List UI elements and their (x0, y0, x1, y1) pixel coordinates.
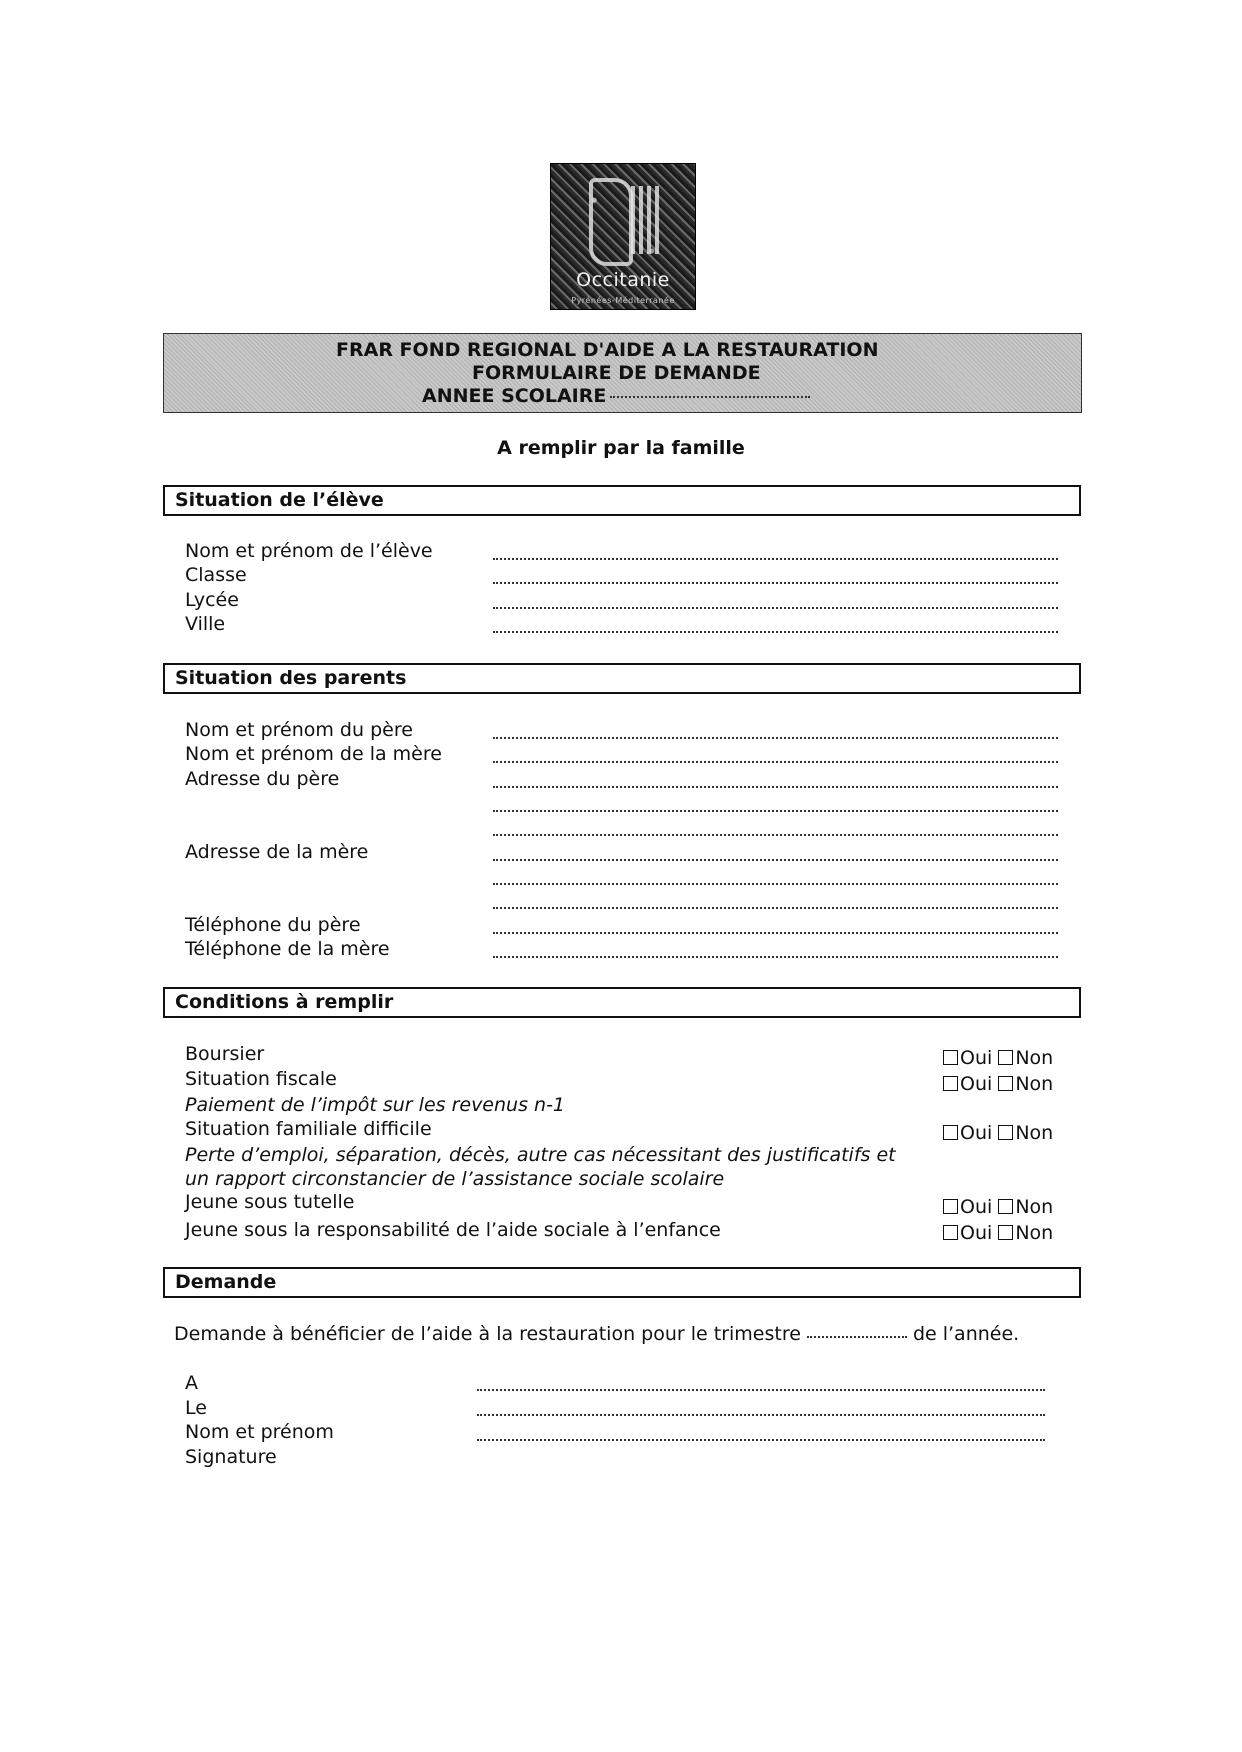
section-header-demande: Demande (163, 1267, 1081, 1298)
mother-address-field-1[interactable] (493, 857, 1058, 861)
non-label: Non (1015, 1122, 1054, 1144)
checkbox-oui[interactable] (943, 1076, 958, 1091)
occitan-cross-icon (589, 178, 633, 266)
condition-label: Jeune sous la responsabilité de l’aide sociale à l’enfance (185, 1219, 721, 1241)
condition-note: un rapport circonstancier de l’assistance sociale scolaire (185, 1168, 725, 1190)
page-subtitle: A remplir par la famille (497, 437, 745, 459)
occitanie-logo (550, 163, 696, 310)
father-name-field[interactable] (493, 735, 1058, 739)
oui-label: Oui (960, 1047, 993, 1069)
form-title-banner (163, 333, 1082, 413)
request-sentence-start: Demande à bénéficier de l’aide à la restauration pour le trimestre (174, 1323, 801, 1345)
father-address-field-2[interactable] (493, 808, 1058, 812)
checkbox-non[interactable] (998, 1076, 1013, 1091)
oui-non-choice (943, 1195, 1053, 1219)
section-header-parents: Situation des parents (163, 663, 1081, 694)
trimester-field[interactable] (807, 1336, 907, 1338)
field-label: Adresse de la mère (185, 841, 369, 863)
field-label: Téléphone du père (185, 914, 361, 936)
father-address-field-1[interactable] (493, 784, 1058, 788)
signer-name-field[interactable] (477, 1437, 1045, 1441)
date-field[interactable] (477, 1412, 1045, 1416)
checkbox-oui[interactable] (943, 1199, 958, 1214)
request-sentence-end: de l’année. (912, 1323, 1020, 1345)
banner-title: FRAR FOND REGIONAL D'AIDE A LA RESTAURATION (336, 339, 879, 361)
non-label: Non (1015, 1047, 1054, 1069)
oui-non-choice (943, 1221, 1053, 1245)
condition-label: Situation fiscale (185, 1068, 337, 1090)
mother-address-field-3[interactable] (493, 905, 1058, 909)
father-address-field-3[interactable] (493, 832, 1058, 836)
city-field[interactable] (493, 629, 1058, 633)
mother-phone-field[interactable] (493, 954, 1058, 958)
place-field[interactable] (477, 1387, 1045, 1391)
field-label: Adresse du père (185, 768, 340, 790)
logo-text: Occitanie (576, 269, 670, 291)
oui-non-choice (943, 1072, 1053, 1096)
student-name-field[interactable] (493, 556, 1058, 560)
banner-school-year: ANNEE SCOLAIRE (422, 385, 607, 407)
field-label: Lycée (185, 589, 239, 611)
school-field[interactable] (493, 605, 1058, 609)
banner-form-name: FORMULAIRE DE DEMANDE (472, 362, 761, 384)
oui-label: Oui (960, 1222, 993, 1244)
checkbox-non[interactable] (998, 1225, 1013, 1240)
oui-non-choice (943, 1046, 1053, 1070)
field-label: Signature (185, 1446, 277, 1468)
field-label: Nom et prénom de l’élève (185, 540, 433, 562)
request-sentence (174, 1322, 1019, 1346)
checkbox-oui[interactable] (943, 1225, 958, 1240)
checkbox-oui[interactable] (943, 1050, 958, 1065)
class-field[interactable] (493, 580, 1058, 584)
oui-label: Oui (960, 1122, 993, 1144)
non-label: Non (1015, 1073, 1054, 1095)
condition-note: Perte d’emploi, séparation, décès, autre cas nécessitant des justificatifs et (185, 1144, 896, 1166)
school-year-field[interactable] (610, 396, 810, 398)
section-header-conditions: Conditions à remplir (163, 987, 1081, 1018)
condition-label: Boursier (185, 1043, 265, 1065)
checkbox-non[interactable] (998, 1050, 1013, 1065)
logo-subtext: Pyrénées-Méditerranée (571, 296, 675, 305)
condition-label: Situation familiale difficile (185, 1118, 432, 1140)
oui-label: Oui (960, 1196, 993, 1218)
field-label: Nom et prénom du père (185, 719, 413, 741)
checkbox-non[interactable] (998, 1199, 1013, 1214)
condition-note: Paiement de l’impôt sur les revenus n-1 (185, 1094, 566, 1116)
oui-non-choice (943, 1121, 1053, 1145)
non-label: Non (1015, 1196, 1054, 1218)
field-label: Ville (185, 613, 226, 635)
oui-label: Oui (960, 1073, 993, 1095)
checkbox-oui[interactable] (943, 1125, 958, 1140)
field-label: Nom et prénom (185, 1421, 334, 1443)
field-label: Nom et prénom de la mère (185, 743, 442, 765)
section-header-eleve: Situation de l’élève (163, 485, 1081, 516)
catalan-stripes-icon (631, 186, 659, 254)
father-phone-field[interactable] (493, 930, 1058, 934)
field-label: Le (185, 1397, 207, 1419)
non-label: Non (1015, 1222, 1054, 1244)
mother-name-field[interactable] (493, 759, 1058, 763)
field-label: Classe (185, 564, 247, 586)
checkbox-non[interactable] (998, 1125, 1013, 1140)
field-label: A (185, 1372, 198, 1394)
mother-address-field-2[interactable] (493, 881, 1058, 885)
field-label: Téléphone de la mère (185, 938, 390, 960)
condition-label: Jeune sous tutelle (185, 1191, 355, 1213)
